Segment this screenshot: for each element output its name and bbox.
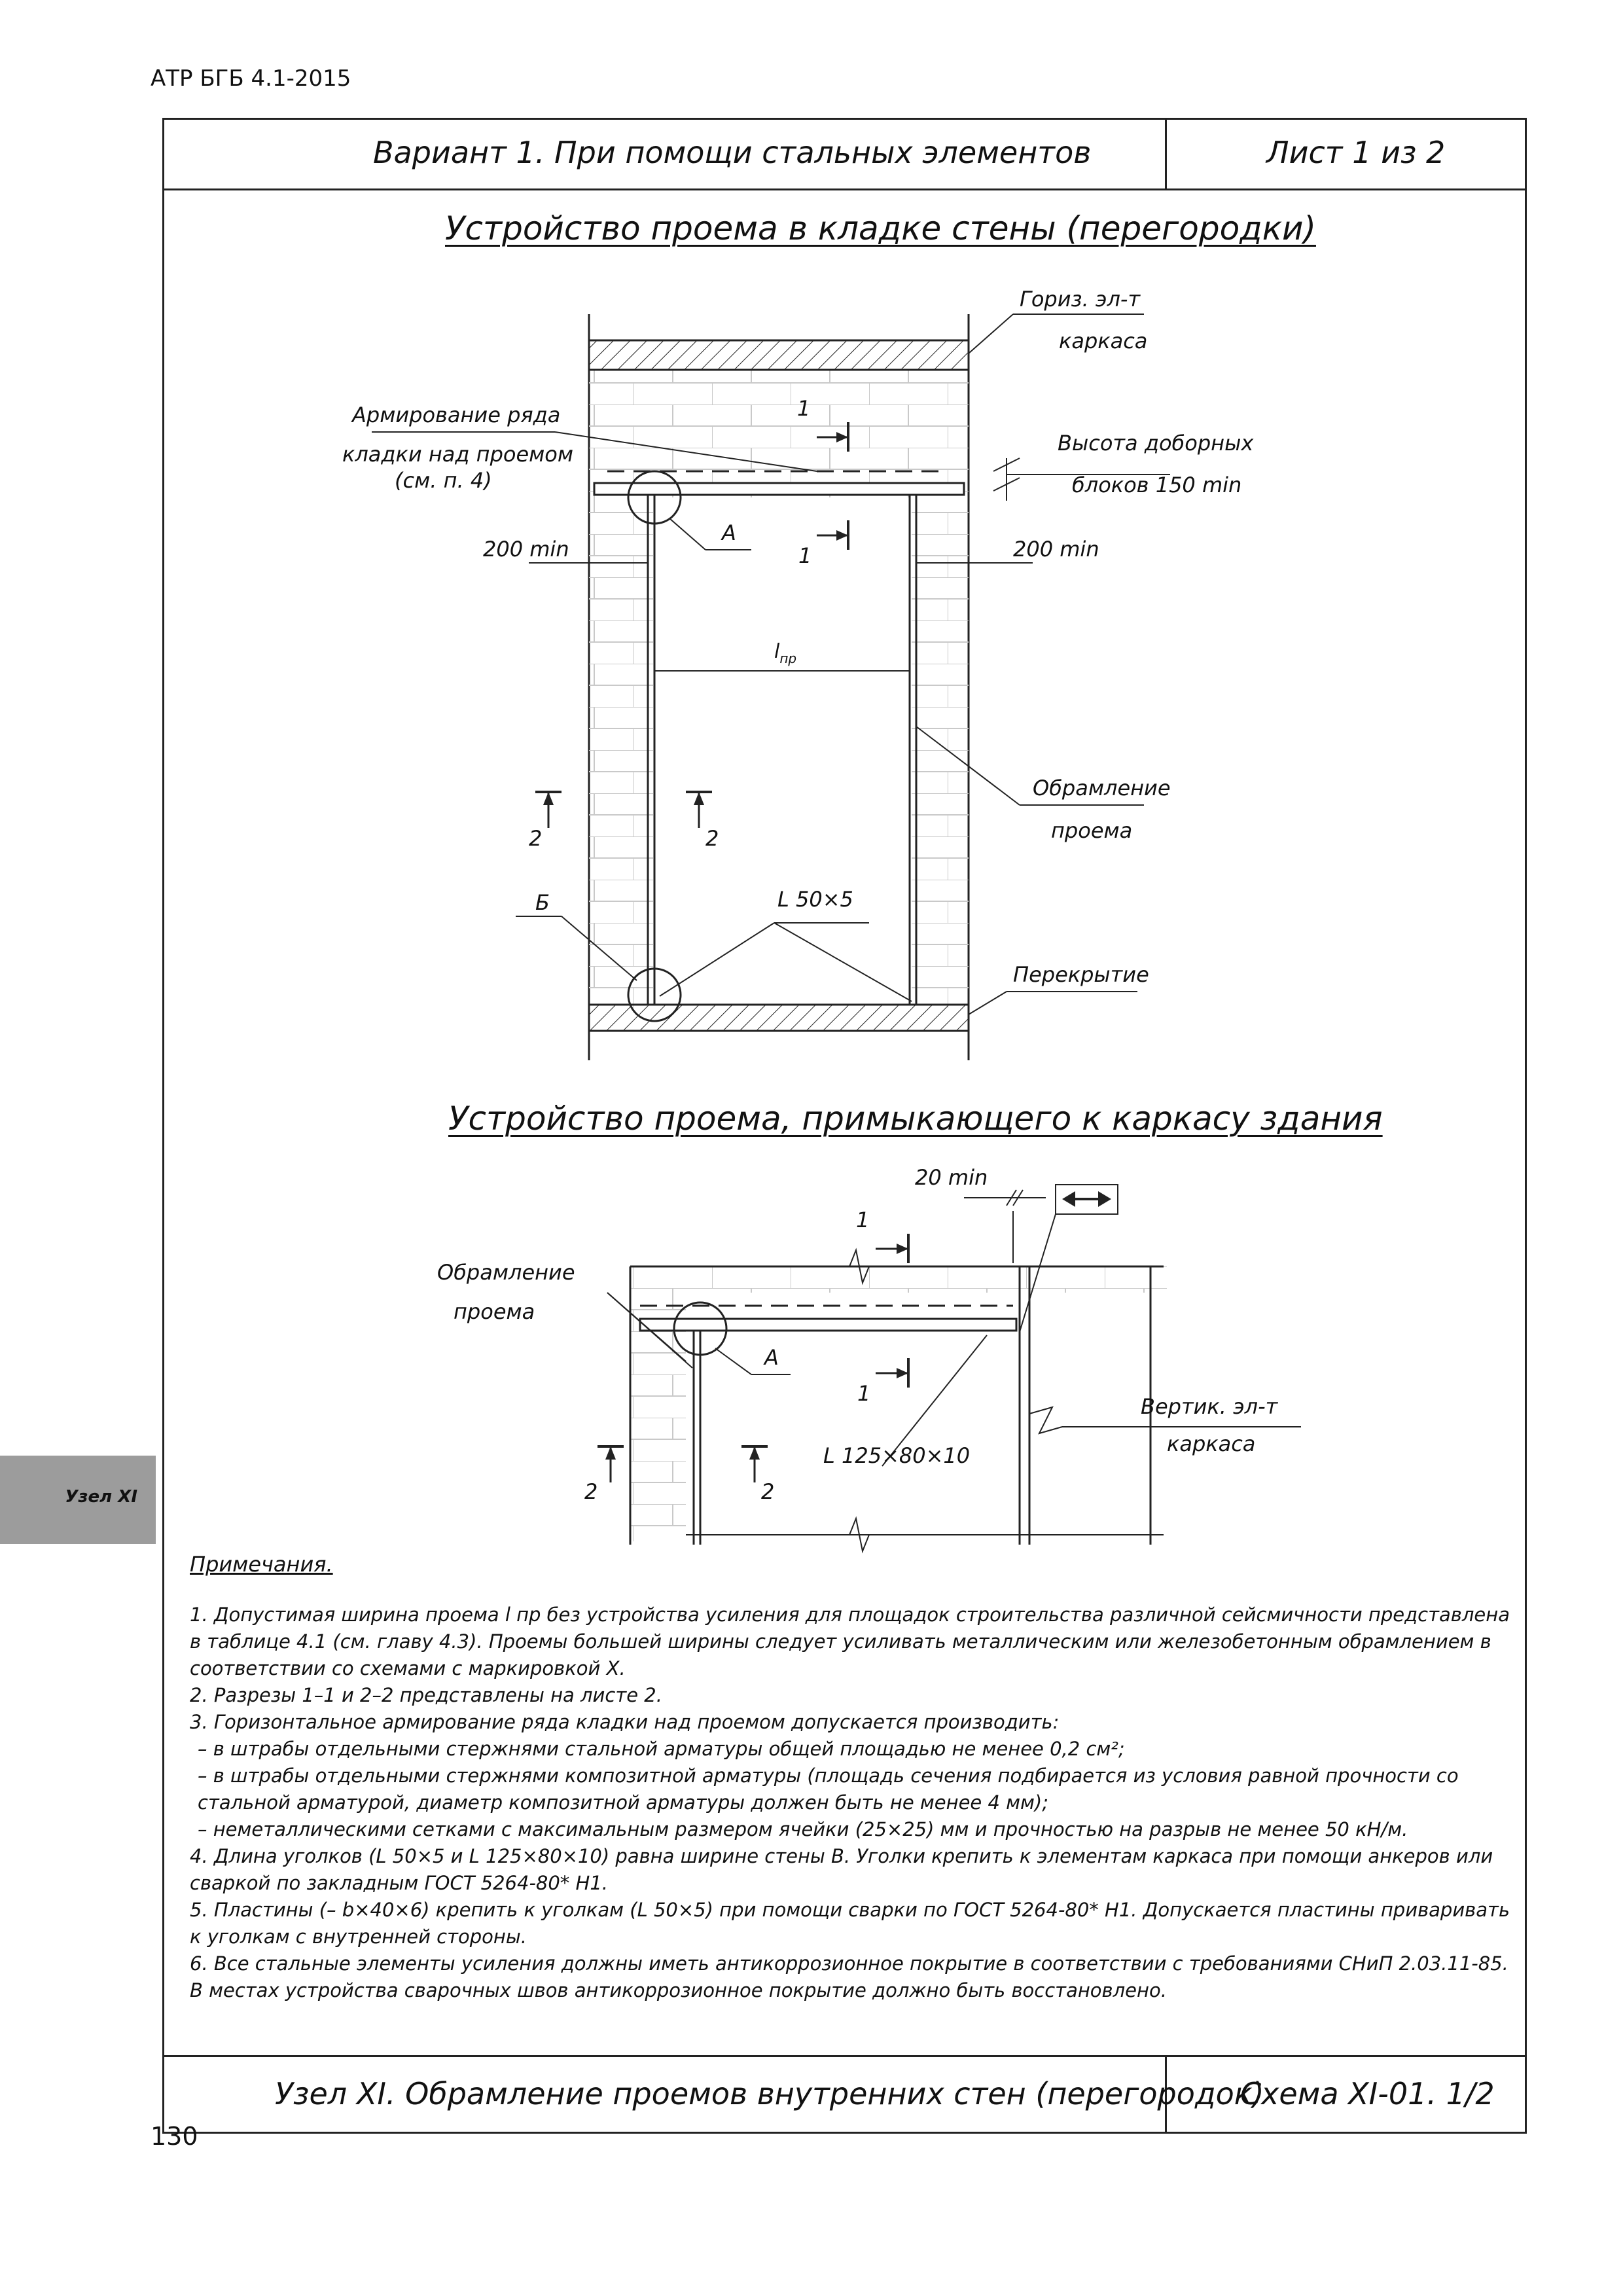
variant-title: Вариант 1. При помощи стальных элементов — [373, 135, 1092, 170]
dim-left-label: 200 min — [483, 537, 569, 562]
figure2-drawing — [162, 1158, 1527, 1564]
dim-right-label: 200 min — [1013, 537, 1099, 562]
scheme-number: Схема XI-01. 1/2 — [1240, 2076, 1495, 2111]
note-4: 4. Длина уголков (L 50×5 и L 125×80×10) равна ширине стены B. Уголки крепить к элементам каркаса при помощи анкеров или сваркой по закладным ГОСТ 5264-80* Н1. — [190, 1845, 1493, 1894]
figure1-drawing — [162, 275, 1527, 1086]
node-a-label: А — [722, 520, 736, 545]
side-tab-label: Узел XI — [65, 1487, 137, 1507]
note-3-b: – в штрабы отдельными стержнями композитной арматуры (площадь сечения подбирается из условия равной прочности со стальной арматурой, диаметр композитной арматуры должен быть не менее 4 мм); — [198, 1765, 1459, 1814]
framing2-label-2: проема — [454, 1299, 535, 1324]
notes-heading: Примечания. — [190, 1552, 333, 1577]
opening-clear — [653, 497, 912, 1008]
section1-2-bottom-label: 1 — [857, 1381, 871, 1406]
node-b-label: Б — [535, 890, 550, 915]
note-5: 5. Пластины (– b×40×6) крепить к уголкам (L 50×5) при помощи сварки по ГОСТ 5264-80* Н1. Допускается пластины приваривать к уголкам с внутренней стороны. — [190, 1899, 1510, 1948]
framing-label-2: проема — [1051, 818, 1133, 843]
section2-left-label: 2 — [529, 826, 543, 851]
figure2-title: Устройство проема, примыкающего к каркасу здания — [448, 1100, 1383, 1138]
lintel-angle — [594, 483, 964, 495]
section1-bottom-label: 1 — [798, 543, 812, 568]
page-number: 130 — [151, 2122, 198, 2151]
angle-label: L 50×5 — [777, 887, 853, 912]
framing2-label-1: Обрамление — [437, 1260, 575, 1285]
document-code: АТР БГБ 4.1-2015 — [151, 65, 351, 92]
height-label-1: Высота доборных — [1058, 431, 1254, 456]
note-3-c: – неметаллическими сетками с максимальным размером ячейки (25×25) мм и прочностью на разрыв не менее 50 кН/м. — [198, 1818, 1408, 1840]
floor-slab — [589, 1005, 969, 1031]
side-tab — [0, 1456, 156, 1544]
reinf-label-1: Армирование ряда — [352, 403, 561, 427]
note-2: 2. Разрезы 1–1 и 2–2 представлены на листе 2. — [190, 1684, 662, 1706]
note-3: 3. Горизонтальное армирование ряда кладки над проемом допускается производить: — [190, 1711, 1060, 1733]
opening-width-label: $l_{пр}$ — [774, 640, 797, 666]
reinf-label-3: (см. п. 4) — [395, 468, 492, 493]
horizontal-frame-element — [589, 340, 969, 370]
horiz-frame-label-2: каркаса — [1059, 329, 1148, 353]
note-6: 6. Все стальные элементы усиления должны иметь антикоррозионное покрытие в соответствии с требованиями СНиП 2.03.11-85. В местах устройства сварочных швов антикоррозионное покрытие должно быть восстановлено. — [190, 1952, 1508, 2001]
angle2-label: L 125×80×10 — [823, 1443, 971, 1468]
footer-divider — [162, 2055, 1527, 2057]
horiz-frame-label-1: Гориз. эл-т — [1020, 287, 1141, 312]
height-label-2: блоков 150 min — [1072, 473, 1242, 497]
vert-frame-label-1: Вертик. эл-т — [1141, 1394, 1278, 1419]
note-1: 1. Допустимая ширина проема l пр без устройства усиления для площадок строительства различной сейсмичности представлена в таблице 4.1 (см. главу 4.3). Проемы большей ширины следует усиливать металлическим или железобетонным обрамлением в соответствии со схемами с маркировкой X. — [190, 1604, 1510, 1679]
note-3-a: – в штрабы отдельными стержнями стальной арматуры общей площадью не менее 0,2 см²; — [198, 1738, 1125, 1760]
floor-label: Перекрытие — [1013, 962, 1149, 987]
section1-2-top-label: 1 — [856, 1208, 870, 1232]
header-divider — [162, 188, 1527, 190]
node-a2-label: А — [764, 1345, 779, 1370]
lintel-angle-2 — [640, 1319, 1016, 1331]
notes-block — [190, 1551, 1515, 2004]
reinf-label-2: кладки над проемом — [342, 442, 573, 467]
gap-label: 20 min — [915, 1165, 988, 1190]
vert-frame-label-2: каркаса — [1167, 1431, 1256, 1456]
figure1-title: Устройство проема в кладке стены (перегородки) — [445, 209, 1316, 247]
section2-2-right-label: 2 — [761, 1479, 775, 1504]
footer-title: Узел XI. Обрамление проемов внутренних стен (перегородок) — [275, 2076, 1264, 2111]
section2-2-left-label: 2 — [584, 1479, 598, 1504]
header-cell-divider — [1165, 118, 1167, 188]
sheet-number: Лист 1 из 2 — [1266, 135, 1446, 170]
section2-right-label: 2 — [705, 826, 719, 851]
framing-label-1: Обрамление — [1033, 776, 1171, 800]
section1-top-label: 1 — [797, 396, 811, 421]
